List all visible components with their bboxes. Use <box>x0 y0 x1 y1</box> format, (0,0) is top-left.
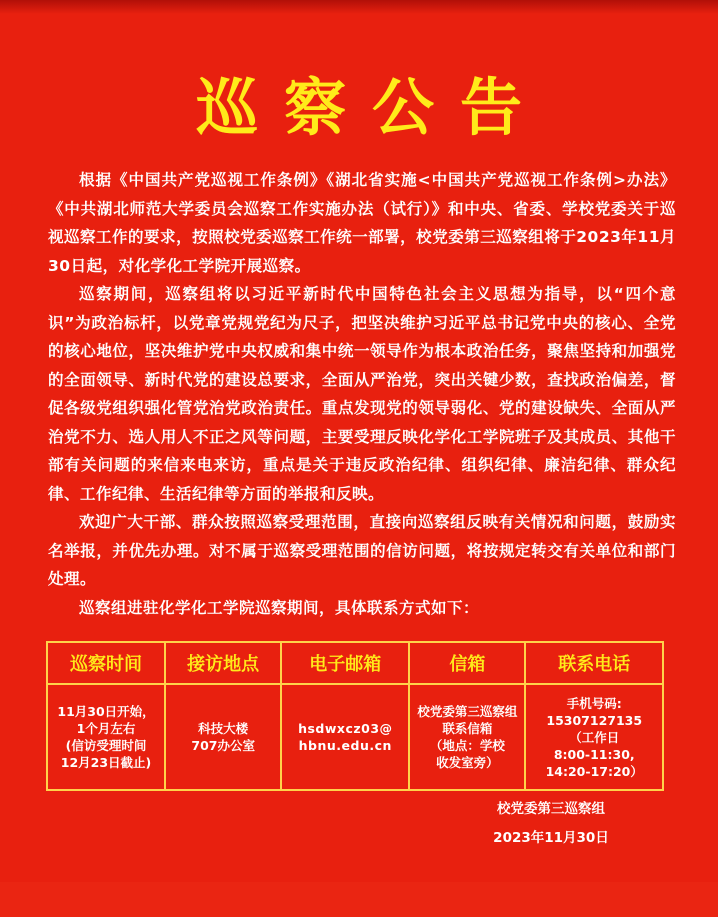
phone-line: （工作日 <box>569 729 620 745</box>
header-mailbox: 信箱 <box>409 642 525 684</box>
header-email: 电子邮箱 <box>281 642 409 684</box>
notice-body <box>48 166 676 622</box>
email-line: hbnu.edu.cn <box>298 738 392 753</box>
cell-time <box>47 684 165 790</box>
table-header-row <box>47 642 663 684</box>
paragraph-basis: 根据《中国共产党巡视工作条例》《湖北省实施<中国共产党巡视工作条例>办法》《中共湖北师范大学委员会巡察工作实施办法（试行）》和中央、省委、学校党委关于巡视巡察工作的要求，按照校党委巡察工作统一部署，校党委第三巡察组将于2023年11月30日起，对化学化工学院开展巡察。 <box>48 171 676 275</box>
email-line: hsdwxcz03@ <box>298 721 393 736</box>
header-time: 巡察时间 <box>47 642 165 684</box>
signature-org: 校党委第三巡察组 <box>497 801 605 817</box>
header-location: 接访地点 <box>165 642 281 684</box>
time-line: 12月23日截止) <box>60 755 152 770</box>
phone-line: 8:00-11:30, <box>553 746 635 762</box>
header-phone: 联系电话 <box>525 642 663 684</box>
time-line: 11月30日开始， <box>57 704 155 719</box>
mailbox-line: （地点：学校 <box>429 738 505 753</box>
phone-line: 15307127135 <box>546 712 643 728</box>
contact-table <box>46 641 664 791</box>
time-line: (信访受理时间 <box>65 738 147 753</box>
signature-date: 2023年11月30日 <box>493 830 609 846</box>
cell-location <box>165 684 281 790</box>
time-line: 1个月左右 <box>76 721 136 736</box>
mailbox-line: 联系信箱 <box>442 721 493 736</box>
location-line: 科技大楼 <box>198 721 249 736</box>
phone-line: 14:20-17:20） <box>545 763 643 779</box>
paragraph-welcome: 欢迎广大干部、群众按照巡察受理范围，直接向巡察组反映有关情况和问题，鼓励实名举报，并优先办理。对不属于巡察受理范围的信访问题，将按规定转交有关单位和部门处理。 <box>48 513 676 588</box>
cell-phone <box>525 684 663 790</box>
paragraph-contact-intro: 巡察组进驻化学化工学院巡察期间，具体联系方式如下： <box>79 598 480 617</box>
mailbox-line: 校党委第三巡察组 <box>417 704 518 719</box>
top-band <box>0 0 718 14</box>
paragraph-focus: 巡察期间，巡察组将以习近平新时代中国特色社会主义思想为指导，以“四个意识”为政治标杆，以党章党规党纪为尺子，把坚决维护习近平总书记党中央的核心、全党的核心地位，坚决维护党中央权威和集中统一领导作为根本政治任务，聚焦坚持和加强党的全面领导、新时代党的建设总要求，全面从严治党，突出关键少数，查找政治偏差，督促各级党组织强化管党治党政治责任。重点发现党的领导弱化、党的建设缺失、全面从严治党不力、选人用人不正之风等问题，主要受理反映化学化工学院班子及其成员、其他干部有关问题的来信来电来访，重点是关于违反政治纪律、组织纪律、廉洁纪律、群众纪律、工作纪律、生活纪律等方面的举报和反映。 <box>48 285 676 503</box>
notice-title: 巡察公告 <box>195 71 548 144</box>
cell-mailbox <box>409 684 525 790</box>
bottom-band <box>0 882 718 917</box>
phone-line: 手机号码: <box>566 695 622 711</box>
table-row <box>47 684 663 790</box>
location-line: 707办公室 <box>191 738 255 753</box>
mailbox-line: 收发室旁） <box>436 755 499 770</box>
cell-email <box>281 684 409 790</box>
